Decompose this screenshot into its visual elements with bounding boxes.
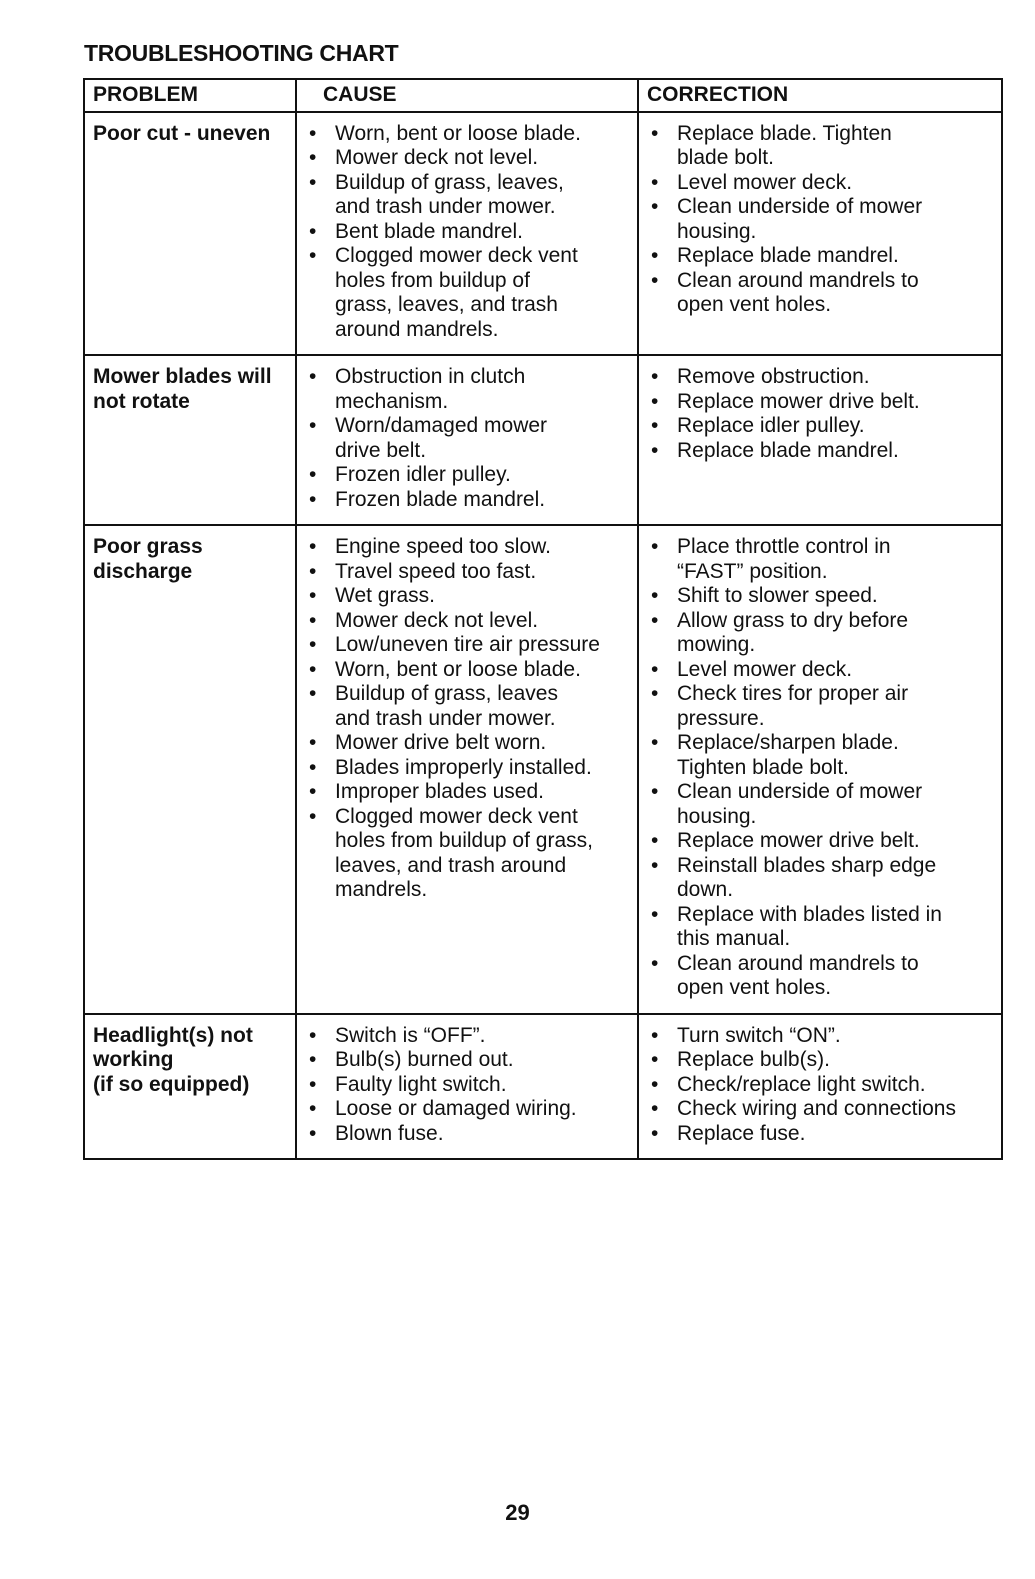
cause-item: • Buildup of grass, leaves, and trash under mower. — [303, 171, 633, 220]
correction-item: • Place throttle control in “FAST” position. — [645, 535, 997, 584]
problem-cell: Poor grass discharge — [84, 525, 296, 1014]
table-row — [84, 1014, 1002, 1160]
cause-column-header: CAUSE — [296, 79, 638, 112]
cause-item: • Faulty light switch. — [303, 1073, 633, 1098]
correction-item: • Replace blade mandrel. — [645, 439, 997, 464]
cause-item: • Improper blades used. — [303, 780, 633, 805]
cause-list — [303, 122, 633, 343]
cause-item: • Low/uneven tire air pressure — [303, 633, 633, 658]
correction-item: • Check wiring and connections — [645, 1097, 997, 1122]
cause-item: • Bent blade mandrel. — [303, 220, 633, 245]
correction-item: • Replace mower drive belt. — [645, 390, 997, 415]
cause-item: • Mower deck not level. — [303, 146, 633, 171]
cause-item: • Frozen blade mandrel. — [303, 488, 633, 513]
cause-item: • Clogged mower deck vent holes from buildup of grass, leaves, and trash around mandrels. — [303, 805, 633, 903]
page-number: 29 — [505, 1500, 530, 1525]
correction-item: • Replace blade. Tighten blade bolt. — [645, 122, 997, 171]
correction-cell — [638, 112, 1002, 356]
correction-item: • Level mower deck. — [645, 658, 997, 683]
cause-item: • Mower deck not level. — [303, 609, 633, 634]
cause-cell — [296, 525, 638, 1014]
cause-item: • Clogged mower deck vent holes from buildup of grass, leaves, and trash around mandrels. — [303, 244, 633, 342]
cause-cell — [296, 112, 638, 356]
correction-item: • Replace mower drive belt. — [645, 829, 997, 854]
correction-item: • Replace fuse. — [645, 1122, 997, 1147]
troubleshooting-table — [83, 78, 1003, 1160]
correction-item: • Clean around mandrels to open vent holes. — [645, 269, 997, 318]
cause-cell — [296, 355, 638, 525]
correction-item: • Replace/sharpen blade. Tighten blade bolt. — [645, 731, 997, 780]
cause-list — [303, 1024, 633, 1147]
problem-cell: Mower blades will not rotate — [84, 355, 296, 525]
correction-column-header: CORRECTION — [638, 79, 1002, 112]
table-header-row — [84, 79, 1002, 112]
table-row — [84, 112, 1002, 356]
cause-item: • Engine speed too slow. — [303, 535, 633, 560]
correction-item: • Replace with blades listed in this manual. — [645, 903, 997, 952]
cause-item: • Loose or damaged wiring. — [303, 1097, 633, 1122]
page-title: TROUBLESHOOTING CHART — [84, 40, 399, 66]
correction-item: • Reinstall blades sharp edge down. — [645, 854, 997, 903]
correction-list — [645, 1024, 997, 1147]
cause-item: • Worn, bent or loose blade. — [303, 122, 633, 147]
correction-item: • Replace idler pulley. — [645, 414, 997, 439]
correction-list — [645, 535, 997, 1001]
cause-item: • Wet grass. — [303, 584, 633, 609]
correction-item: • Clean around mandrels to open vent holes. — [645, 952, 997, 1001]
correction-list — [645, 122, 997, 318]
problem-cell: Poor cut - uneven — [84, 112, 296, 356]
cause-item: • Blown fuse. — [303, 1122, 633, 1147]
cause-item: • Travel speed too fast. — [303, 560, 633, 585]
cause-cell — [296, 1014, 638, 1160]
correction-list — [645, 365, 997, 463]
correction-item: • Allow grass to dry before mowing. — [645, 609, 997, 658]
correction-item: • Shift to slower speed. — [645, 584, 997, 609]
cause-item: • Mower drive belt worn. — [303, 731, 633, 756]
table-row — [84, 525, 1002, 1014]
correction-item: • Clean underside of mower housing. — [645, 780, 997, 829]
cause-item: • Blades improperly installed. — [303, 756, 633, 781]
cause-list — [303, 365, 633, 512]
cause-item: • Bulb(s) burned out. — [303, 1048, 633, 1073]
correction-cell — [638, 355, 1002, 525]
table-row — [84, 355, 1002, 525]
correction-item: • Replace blade mandrel. — [645, 244, 997, 269]
correction-item: • Clean underside of mower housing. — [645, 195, 997, 244]
table-body — [84, 112, 1002, 1160]
cause-item: • Switch is “OFF”. — [303, 1024, 633, 1049]
cause-item: • Worn, bent or loose blade. — [303, 658, 633, 683]
correction-item: • Remove obstruction. — [645, 365, 997, 390]
correction-item: • Check tires for proper air pressure. — [645, 682, 997, 731]
cause-item: • Worn/damaged mower drive belt. — [303, 414, 633, 463]
cause-list — [303, 535, 633, 903]
cause-item: • Obstruction in clutch mechanism. — [303, 365, 633, 414]
problem-column-header: PROBLEM — [84, 79, 296, 112]
correction-item: • Turn switch “ON”. — [645, 1024, 997, 1049]
correction-item: • Replace bulb(s). — [645, 1048, 997, 1073]
cause-item: • Frozen idler pulley. — [303, 463, 633, 488]
correction-item: • Level mower deck. — [645, 171, 997, 196]
correction-item: • Check/replace light switch. — [645, 1073, 997, 1098]
correction-cell — [638, 525, 1002, 1014]
correction-cell — [638, 1014, 1002, 1160]
cause-item: • Buildup of grass, leaves and trash under mower. — [303, 682, 633, 731]
problem-cell: Headlight(s) not working (if so equipped) — [84, 1014, 296, 1160]
